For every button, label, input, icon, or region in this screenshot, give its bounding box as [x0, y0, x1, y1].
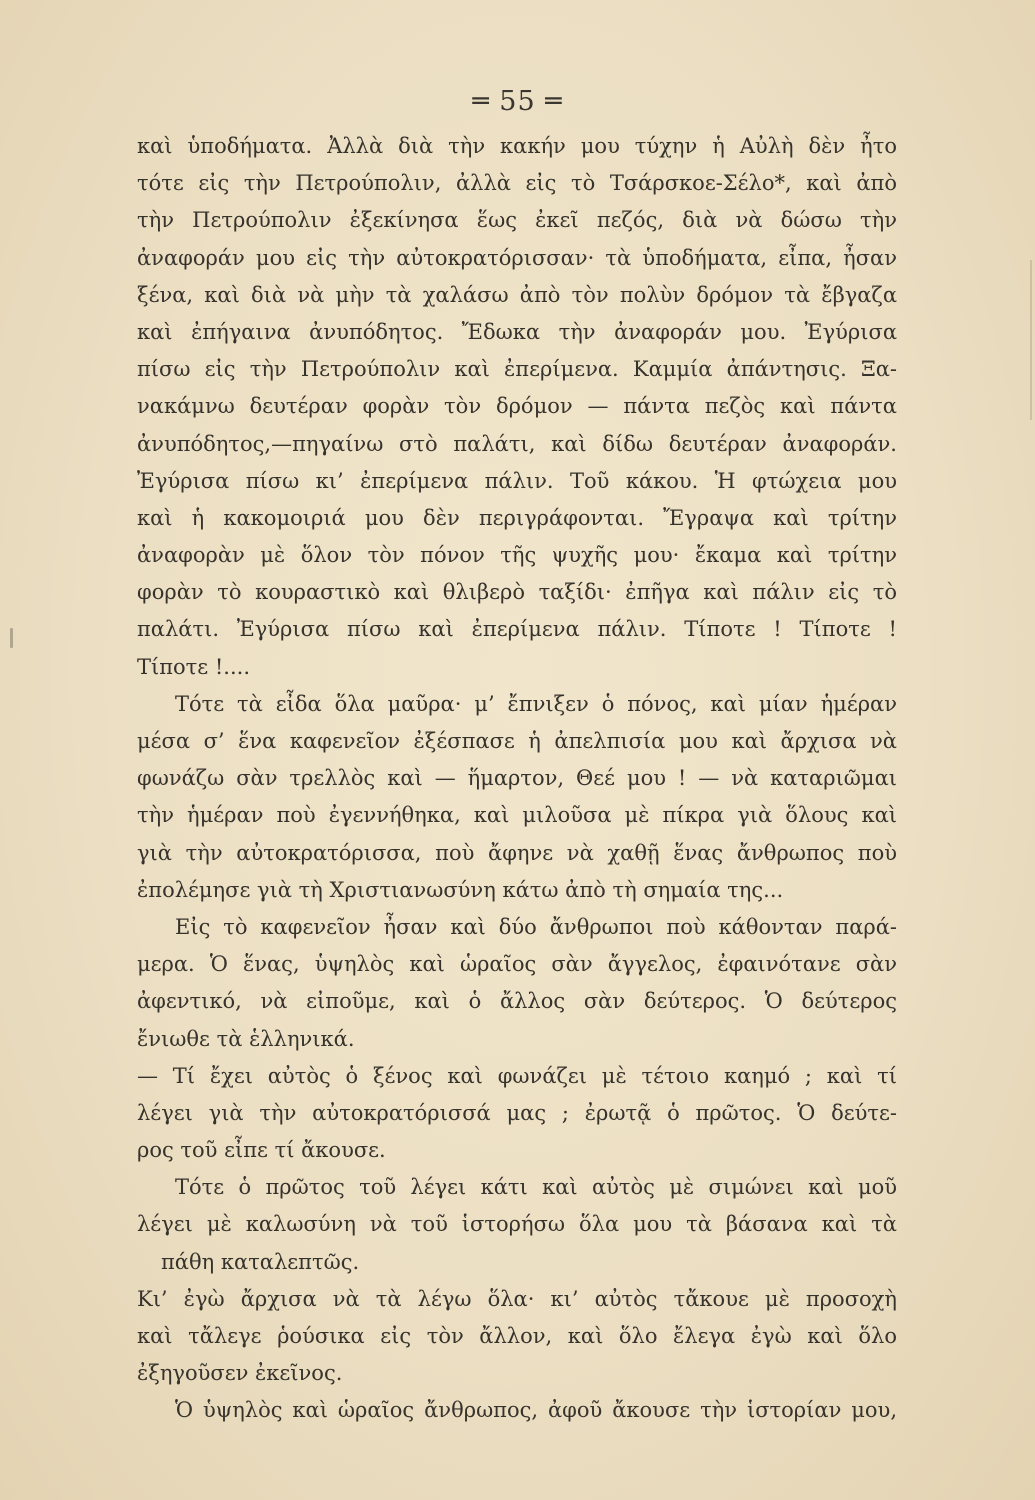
text-line: ἀναφοράν μου εἰς τὴν αὐτοκρατόρισσαν· τὰ ὑποδήματα, εἶπα, ἦσαν	[137, 245, 897, 270]
text-line: Τότε τὰ εἶδα ὅλα μαῦρα· μ’ ἔπνιξεν ὁ πόνος, καὶ μίαν ἡμέραν	[175, 691, 897, 716]
text-line: καὶ ἡ κακομοιριά μου δὲν περιγράφονται. Ἔγραψα καὶ τρίτην	[137, 505, 897, 530]
margin-mark	[10, 628, 13, 648]
text-line: τότε εἰς τὴν Πετρούπολιν, ἀλλὰ εἰς τὸ Τσάρσκοε-Σέλο*, καὶ ἀπὸ	[137, 171, 897, 196]
text-line: Τίποτε !....	[137, 654, 250, 679]
text-line: ρος τοῦ εἶπε τί ἄκουσε.	[137, 1138, 386, 1163]
page-edge-shadow	[1030, 260, 1032, 420]
text-line: καὶ τἄλεγε ῥούσικα εἰς τὸν ἄλλον, καὶ ὅλο ἔλεγα ἐγὼ καὶ ὅλο	[137, 1324, 897, 1348]
body-text	[137, 128, 897, 1430]
text-line: φωνάζω σὰν τρελλὸς καὶ — ἥμαρτον, Θεέ μου ! — νὰ καταριῶμαι	[137, 766, 897, 791]
text-line: μερα. Ὁ ἕνας, ὑψηλὸς καὶ ὡραῖος σὰν ἄγγελος, ἐφαινότανε σὰν	[137, 952, 897, 977]
text-line: ἐξηγοῦσεν ἐκεῖνος.	[137, 1361, 343, 1386]
text-line: τὴν Πετρούπολιν ἐξεκίνησα ἕως ἐκεῖ πεζός, διὰ νὰ δώσω τὴν	[137, 208, 897, 233]
text-line: ἐπολέμησε γιὰ τὴ Χριστιανωσύνη κάτω ἀπὸ τὴ σημαία της...	[137, 877, 784, 902]
text-line: πάθη καταλεπτῶς.	[161, 1249, 360, 1274]
text-line: γιὰ τὴν αὐτοκρατόρισσα, ποὺ ἄφηνε νὰ χαθῇ ἕνας ἄνθρωπος ποὺ	[137, 840, 897, 865]
text-line: καὶ ὑποδήματα. Ἀλλὰ διὰ τὴν κακήν μου τύχην ἡ Αὐλὴ δὲν ἦτο	[137, 134, 897, 158]
text-line: — Τί ἔχει αὐτὸς ὁ ξένος καὶ φωνάζει μὲ τέτοιο καημό ; καὶ τί	[137, 1063, 897, 1088]
text-line: Εἰς τὸ καφενεῖον ἦσαν καὶ δύο ἄνθρωποι ποὺ κάθονταν παρά-	[175, 914, 897, 939]
text-line: νακάμνω δευτέραν φορὰν τὸν δρόμον — πάντα πεζὸς καὶ πάντα	[137, 394, 897, 419]
text-line: ξένα, καὶ διὰ νὰ μὴν τὰ χαλάσω ἀπὸ τὸν πολὺν δρόμον τὰ ἔβγαζα	[137, 282, 897, 307]
text-line: ἀναφορὰν μὲ ὅλον τὸν πόνον τῆς ψυχῆς μου· ἔκαμα καὶ τρίτην	[137, 543, 897, 568]
text-line: μέσα σ’ ἕνα καφενεῖον ἐξέσπασε ἡ ἀπελπισία μου καὶ ἄρχισα νὰ	[137, 729, 897, 753]
text-line: παλάτι. Ἐγύρισα πίσω καὶ ἐπερίμενα πάλιν. Τίποτε ! Τίποτε !	[137, 617, 897, 642]
text-line: ἀφεντικό, νὰ εἰποῦμε, καὶ ὁ ἄλλος σὰν δεύτερος. Ὁ δεύτερος	[137, 989, 897, 1014]
text-line: πίσω εἰς τὴν Πετρούπολιν καὶ ἐπερίμενα. Καμμία ἀπάντησις. Ξα-	[137, 357, 897, 382]
text-line: ἔνιωθε τὰ ἑλληνικά.	[137, 1026, 355, 1051]
text-line: καὶ ἐπήγαινα ἀνυπόδητος. Ἔδωκα τὴν ἀναφοράν μου. Ἐγύρισα	[137, 319, 897, 344]
text-line: λέγει γιὰ τὴν αὐτοκρατόρισσά μας ; ἐρωτᾷ ὁ πρῶτος. Ὁ δεύτε-	[137, 1100, 897, 1125]
text-line: τὴν ἡμέραν ποὺ ἐγεννήθηκα, καὶ μιλοῦσα μὲ πίκρα γιὰ ὅλους καὶ	[137, 803, 897, 828]
text-line: Ἐγύρισα πίσω κι’ ἐπερίμενα πάλιν. Τοῦ κάκου. Ἡ φτώχεια μου	[137, 468, 897, 493]
text-line: ἀνυπόδητος,—πηγαίνω στὸ παλάτι, καὶ δίδω δευτέραν ἀναφοράν.	[137, 431, 897, 456]
page-number: ═ 55 ═	[472, 86, 563, 117]
text-line: Κι’ ἐγὼ ἄρχισα νὰ τὰ λέγω ὅλα· κι’ αὐτὸς τἄκουε μὲ προσοχὴ	[137, 1286, 897, 1311]
text-line: Ὁ ὑψηλὸς καὶ ὡραῖος ἄνθρωπος, ἀφοῦ ἄκουσε τὴν ἱστορίαν μου,	[175, 1398, 897, 1423]
text-line: λέγει μὲ καλωσύνη νὰ τοῦ ἱστορήσω ὅλα μου τὰ βάσανα καὶ τὰ	[137, 1212, 897, 1237]
text-line: φορὰν τὸ κουραστικὸ καὶ θλιβερὸ ταξίδι· ἐπῆγα καὶ πάλιν εἰς τὸ	[137, 580, 897, 605]
text-line: Τότε ὁ πρῶτος τοῦ λέγει κάτι καὶ αὐτὸς μὲ σιμώνει καὶ μοῦ	[175, 1175, 897, 1200]
